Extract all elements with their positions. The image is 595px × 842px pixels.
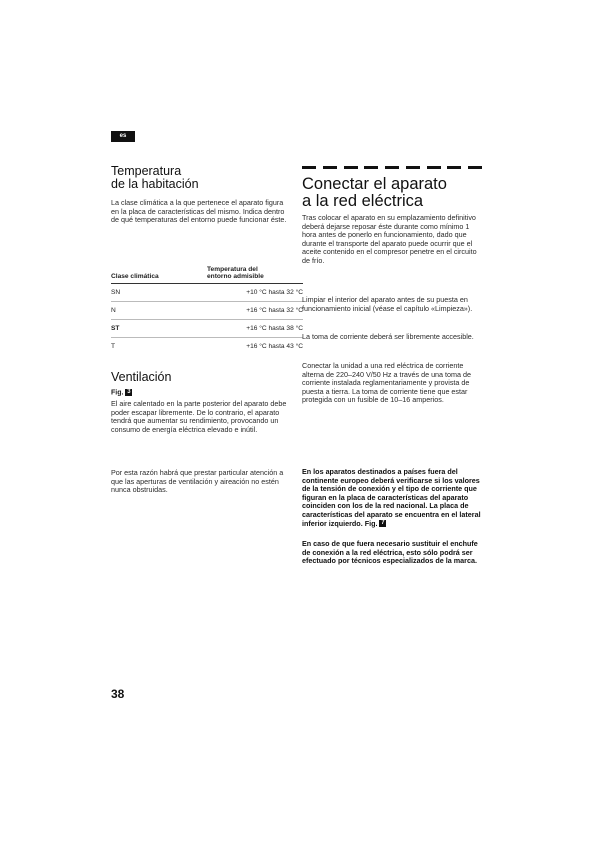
figure-number: 3 [127,389,131,395]
table-row [111,320,303,338]
header-line: entorno admisible [207,273,264,280]
temperature-range-cell: +16 °C hasta 32 °C [195,302,303,320]
placement-paragraph: Tras colocar el aparato en su emplazamiento definitivo deberá dejarse reposar éste durante como mínimo 1 hora antes de ponerlo en funcionamiento, dado que durante el transporte del aparato puede ocurrir que el aceite contenido en el compresor penetre en el circuito de frío. [302,213,477,265]
heading-line: Conectar el aparato [302,175,447,193]
ventilation-paragraph-2: Por esta razón habrá que prestar particular atención a que las aperturas de ventilación y aireación no estén nunca obstruidas. [111,468,284,495]
heading-line: Temperatura [111,164,182,178]
climate-class-cell: ST [111,320,195,338]
climate-class-table-wrapper [111,260,303,355]
plug-replacement-warning: En caso de que fuera necesario sustituir el enchufe de conexión a la red eléctrica, esto sólo podrá ser efectuado por técnicos especializados de la marca. [302,539,478,566]
socket-paragraph: La toma de corriente deberá ser libremente accesible. [302,332,474,341]
room-temperature-heading [111,165,199,191]
table-row [111,338,303,356]
language-badge: es [111,131,135,142]
table-row [111,302,303,320]
figure-reference [111,389,132,396]
temperature-range-cell: +16 °C hasta 38 °C [195,320,303,338]
heading-line: de la habitación [111,177,199,191]
room-temperature-paragraph: La clase climática a la que pertenece el aparato figura en la placa de características del mismo. Indica dentro de qué temperaturas del entorno puede funcionar éste. [111,198,287,225]
warning-text: En los aparatos destinados a países fuera del continente europeo deberá verificarse si los valores de la tensión de conexión y el tipo de corriente que figuran en la placa de características del aparato coinciden con los de la red nacional. La placa de características del aparato se encuentra en el lateral inferior izquierdo. Fig. [302,467,481,528]
cleaning-paragraph: Limpiar el interior del aparato antes de su puesta en funcionamiento inicial (véase el capítulo «Limpieza»). [302,295,473,313]
figure-label: Fig. [111,389,124,397]
climate-class-cell: N [111,302,195,320]
connection-paragraph: Conectar la unidad a una red eléctrica de corriente alterna de 220–240 V/50 Hz a través de una toma de corriente instalada reglamentariamente y provista de puesta a tierra. La toma de corriente tiene que estar protegida con un fusible de 10–16 amperios. [302,361,472,405]
table-header-climate-class: Clase climática [111,260,195,284]
climate-class-table [111,260,303,355]
temperature-range-cell: +16 °C hasta 43 °C [246,343,303,350]
non-european-warning [302,468,486,528]
ventilation-paragraph: El aire calentado en la parte posterior del aparato debe poder escapar libremente. De lo contrario, el aparato tendrá que aumentar su rendimiento, provocando un consumo de energía eléctrica elevado e inútil. [111,399,287,434]
section-divider-dashes [302,166,482,169]
connect-appliance-heading [302,176,447,210]
climate-class-cell: T [111,343,116,350]
ventilation-heading: Ventilación [111,370,172,384]
page-number: 38 [111,687,125,701]
climate-class-cell: SN [111,284,195,302]
header-line: Temperatura del [207,266,258,273]
table-header-ambient-temp [195,260,303,284]
figure-number: 7 [381,520,385,527]
temperature-range-cell: +10 °C hasta 32 °C [195,284,303,302]
table-row [111,284,303,302]
heading-line: a la red eléctrica [302,192,424,210]
